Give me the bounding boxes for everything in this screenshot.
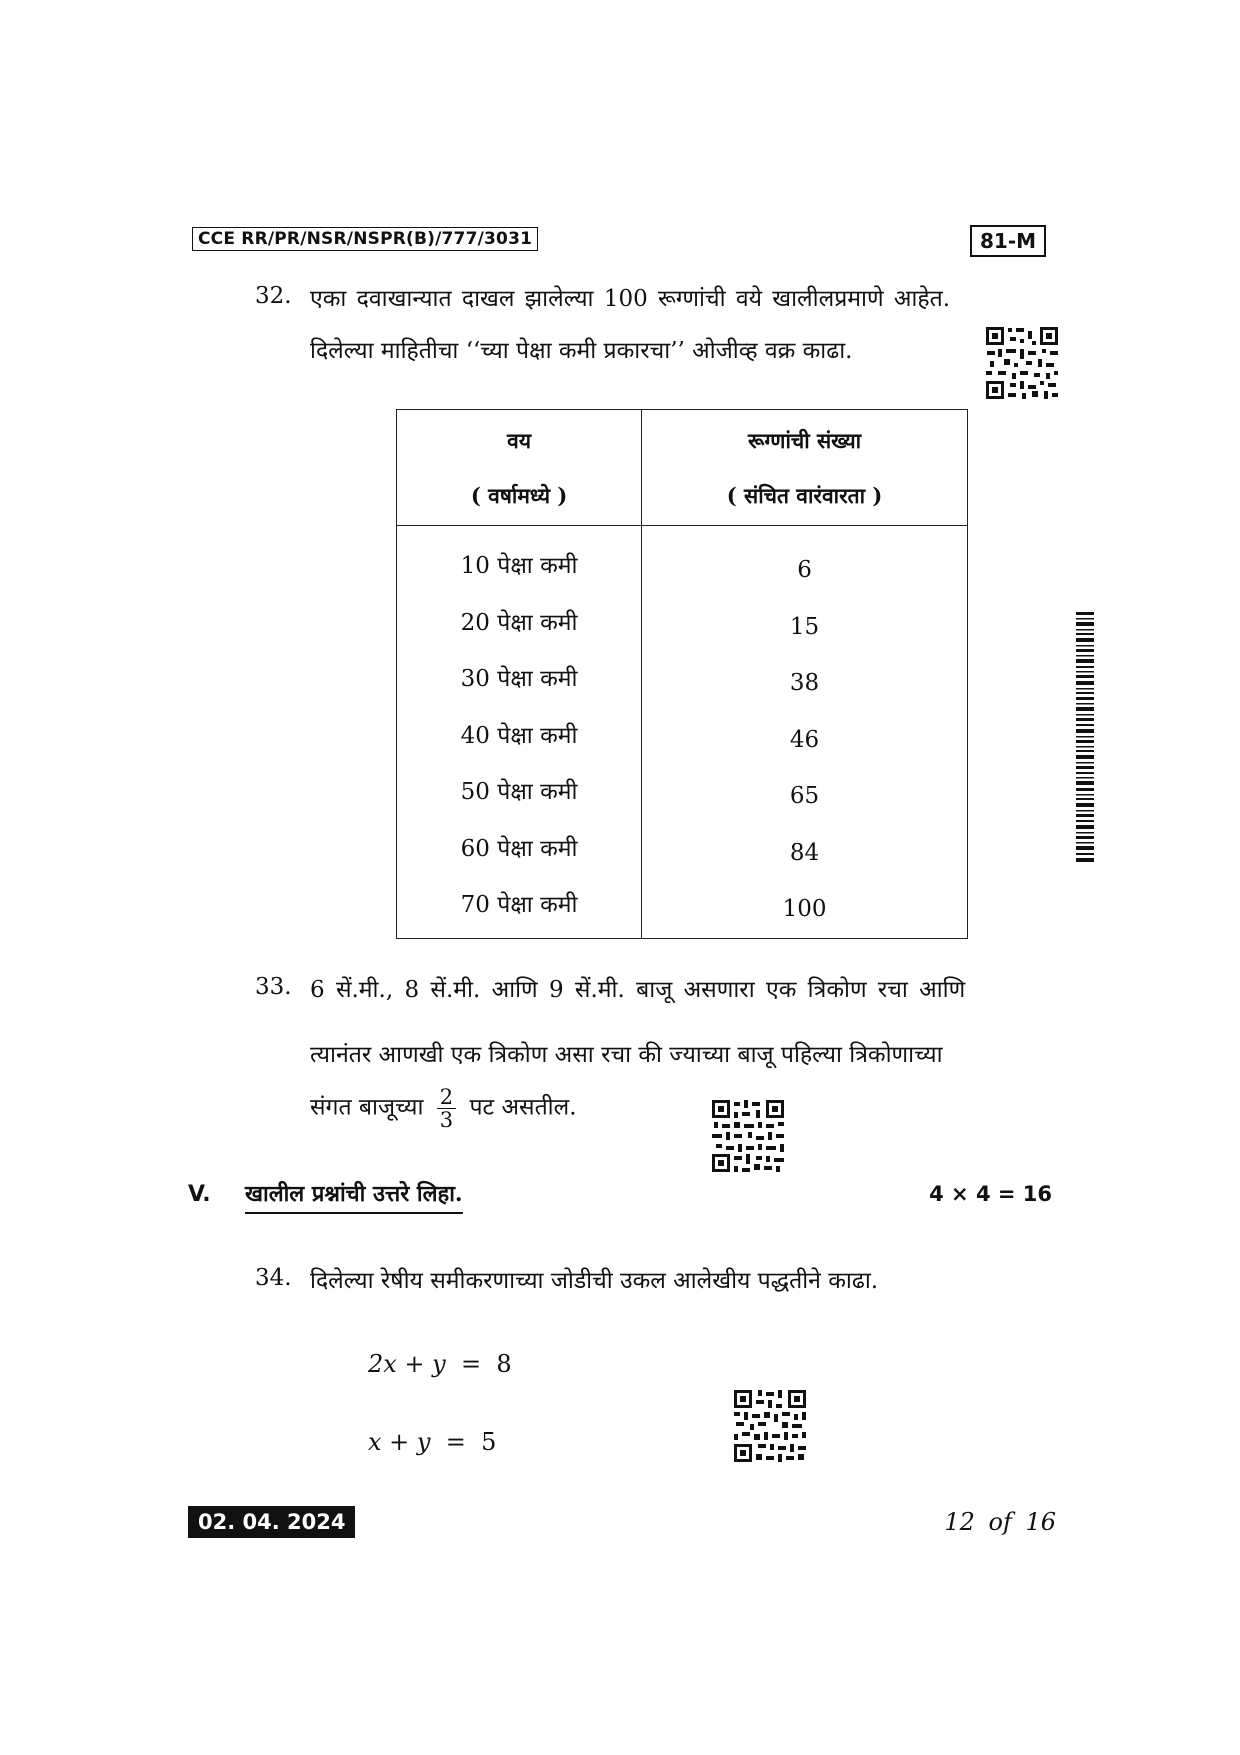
exam-code: CCE RR/PR/NSR/NSPR(B)/777/3031 — [192, 227, 538, 251]
qr-code-icon — [984, 325, 1060, 401]
q33-line3 — [310, 1086, 577, 1131]
paper-code: 81-M — [970, 225, 1046, 257]
q33-line3-end: पट असतील. — [469, 1094, 577, 1121]
table-row — [397, 526, 968, 939]
frequency-cell: 46 — [789, 726, 820, 753]
age-cell: 40 पेक्षा कमी — [460, 722, 578, 749]
q32-line2: दिलेल्या माहितीचा ‘‘च्या पेक्षा कमी प्रकारचा’’ ओजीव्ह वक्र काढा. — [310, 338, 853, 364]
equation-1-rhs: 8 — [496, 1350, 512, 1378]
age-column-header: वय ( वर्षामध्ये ) — [397, 410, 642, 526]
frequency-cell: 15 — [789, 613, 820, 640]
age-cell: 50 पेक्षा कमी — [460, 779, 578, 805]
age-cell: 60 पेक्षा कमी — [460, 835, 578, 862]
equation-2: x + y = 5 — [368, 1428, 497, 1456]
ogive-data-table — [396, 409, 968, 939]
frequency-cell: 38 — [789, 670, 820, 696]
equation-2-rhs: 5 — [481, 1428, 497, 1456]
qr-code-icon — [710, 1098, 786, 1174]
fraction — [437, 1086, 456, 1131]
fraction-numerator: 2 — [437, 1086, 456, 1109]
frequency-cell: 6 — [797, 557, 812, 583]
barcode-icon — [1076, 612, 1094, 862]
qr-code-icon — [732, 1388, 808, 1464]
equation-1-lhs: 2x + y — [368, 1350, 446, 1378]
q33-number: 33. — [255, 974, 292, 1000]
q33-line3-start: संगत बाजूच्या — [310, 1094, 424, 1121]
section-title: खालील प्रश्नांची उत्तरे लिहा. — [245, 1178, 463, 1214]
frequency-cell: 84 — [789, 839, 820, 866]
frequency-cell: 100 — [782, 896, 827, 922]
q34-number: 34. — [255, 1265, 292, 1291]
age-cell: 10 पेक्षा कमी — [460, 553, 578, 579]
age-cell: 30 पेक्षा कमी — [460, 666, 578, 692]
q33-line1: 6 सें.मी., 8 सें.मी. आणि 9 सें.मी. बाजू असणारा एक त्रिकोण रचा आणि — [310, 977, 966, 1003]
page-number: 12 of 16 — [944, 1508, 1056, 1536]
equation-1: 2x + y = 8 — [368, 1350, 512, 1378]
fraction-denominator: 3 — [439, 1108, 454, 1133]
age-cell: 20 पेक्षा कमी — [460, 609, 578, 636]
section-number: V. — [188, 1182, 211, 1207]
section-marks: 4 × 4 = 16 — [929, 1182, 1052, 1206]
q33-line2: त्यानंतर आणखी एक त्रिकोण असा रचा की ज्याच्या बाजू पहिल्या त्रिकोणाच्या — [310, 1042, 943, 1068]
q32-number: 32. — [255, 283, 292, 309]
equation-2-lhs: x + y — [368, 1428, 431, 1456]
age-cell: 70 पेक्षा कमी — [460, 892, 578, 918]
frequency-column-header: रूग्णांची संख्या ( संचित वारंवारता ) — [642, 410, 968, 526]
q34-text: दिलेल्या रेषीय समीकरणाच्या जोडीची उकल आलेखीय पद्धतीने काढा. — [310, 1268, 879, 1294]
frequency-cell: 65 — [789, 783, 820, 809]
q32-line1: एका दवाखान्यात दाखल झालेल्या 100 रूग्णांची वये खालीलप्रमाणे आहेत. — [310, 286, 951, 312]
exam-date: 02. 04. 2024 — [188, 1506, 355, 1538]
